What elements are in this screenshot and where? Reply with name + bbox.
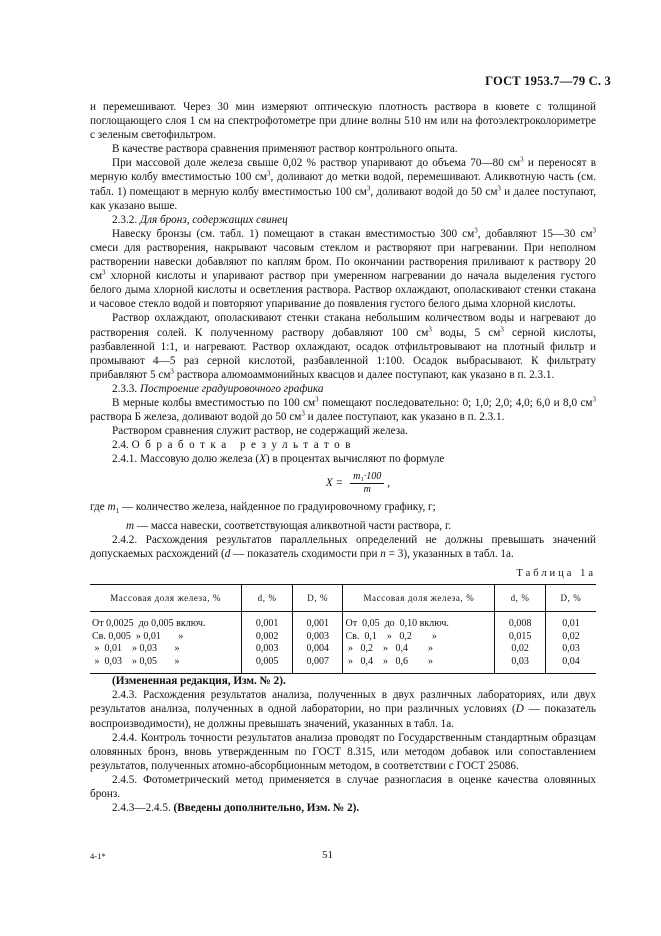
table-cell: 0,007 (292, 656, 343, 674)
table-cell: 0,008 (495, 612, 546, 631)
section-heading: 2.3.2. Для бронз, содержащих свинец (112, 213, 288, 226)
section-heading: 2.4. Обработка результатов (112, 439, 357, 452)
table-cell: 0,005 (242, 656, 293, 674)
paragraph: 2.4.3. Расхождения результатов анализа, полученных в двух различных лабораториях, или двух результатов анализа, полученных в одной лаборатории, но при различных условиях (D — показатель воспроизводимости), не должны превышать значений, указанных в табл. 1а. (90, 689, 597, 730)
table-cell: 0,01 (545, 612, 596, 631)
formula-fraction (350, 471, 384, 496)
table-cell: 0,003 (242, 643, 293, 656)
paragraph: 2.4.4. Контроль точности результатов анализа проводят по Государственным стандартным образцам оловянных бронз, вновь утвержденным по ГОСТ 8.315, или методом добавок или сопоставлением результатов, полученных атомно-абсорбционным методом, в соответствии с ГОСТ 25086. (90, 731, 596, 772)
paragraph: 2.4.2. Расхождения результатов параллельных определений не должны превышать значений допускаемых расхождений (d — показатель сходимости при n = 3), указанных в табл. 1а. (90, 533, 596, 560)
table-header-row (90, 585, 596, 612)
table-cell: От 0,05 до 0,10 включ. (343, 612, 495, 631)
table-cell: Св. 0,1 » 0,2 » (343, 631, 495, 644)
table-cell: 0,02 (545, 631, 596, 644)
table-cell: Св. 0,005 » 0,01 » (92, 630, 184, 642)
paragraph: В мерные колбы вместимостью по 100 $см^3$ помещают последовательно: 0; 1,0; 2,0; 4,0; 6,0 и 8,0 $см^3$ раствора Б железа, доливают водой до 50 $см^3$ и далее поступают, как указано в п. 2.3.1. (90, 395, 597, 424)
table-row (90, 643, 596, 656)
table-cell: 0,001 (292, 612, 343, 631)
table-cell: 0,004 (292, 643, 343, 656)
table-cell: От 0,0025 до 0,005 включ. (92, 618, 206, 630)
tolerance-table (90, 584, 596, 674)
amendment-note: (Измененная редакция, Изм. № 2). (112, 675, 286, 688)
table-cell: 0,04 (545, 656, 596, 674)
page-number: 51 (322, 849, 333, 861)
table-cell: 0,03 (545, 643, 596, 656)
amendment-note: 2.4.3—2.4.5. (Введены дополнительно, Изм. № 2). (112, 802, 360, 815)
paragraph: Навеску бронзы (см. табл. 1) помещают в стакан вместимостью 300 $см^3$, добавляют 15—30 $см^3$ смеси для растворения, накрывают часовым стеклом и растворяют при нагревании. При неполном растворении навески добавляют по каплям бром. По окончании растворения приливают к раствору 20 $см^3$ хлорной кислоты и упаривают раствор при умеренном нагревании до начала выделения густого белого дыма хлорной кислоты и осветления раствора. Раствор охлаждают, ополаскивают стенки стакана и часовое стекло водой и повторяют упаривание до появления густого белого дыма хлорной кислоты. (90, 226, 596, 311)
formula-legend: m — масса навески, соответствующая аликвотной части раствора, г. (126, 519, 452, 532)
table-cell: 0,015 (495, 631, 546, 644)
table-cell: 0,001 (242, 612, 293, 631)
table-cell: » 0,03 » 0,05 » (92, 655, 180, 667)
paragraph: 2.4.5. Фотометрический метод применяется в случае разногласия в оценке качества оловянных бронз. (90, 773, 596, 800)
table-cell: 0,03 (495, 656, 546, 674)
table-cell: » 0,01 » 0,03 » (92, 643, 180, 655)
table-header: d, % (242, 585, 293, 612)
table-header: Массовая доля железа, % (343, 585, 495, 612)
table-header: d, % (495, 585, 546, 612)
table-cell: 0,002 (242, 631, 293, 644)
paragraph: и перемешивают. Через 30 мин измеряют оптическую плотность раствора в кювете с толщиной поглощающего слоя 1 см на спектрофотометре при длине волны 510 нм или на фотоэлектроколориметре с зеленым светофильтром. (90, 101, 596, 142)
body-text (90, 100, 596, 815)
section-heading: 2.3.3. Построение градуировочного графика (112, 382, 324, 395)
paragraph: При массовой доле железа свыше 0,02 % раствор упаривают до объема 70—80 $см^3$ и переносят в мерную колбу вместимостью 100 $см^3$, доливают до метки водой, перемешивают. Аликвотную часть (см. табл. 1) помещают в мерную колбу вместимостью 100 $см^3$, доливают водой до 50 $см^3$ и далее поступают, как указано выше. (90, 155, 597, 212)
page-header: ГОСТ 1953.7—79 С. 3 (485, 74, 611, 88)
table-cell: 0,02 (495, 643, 546, 656)
formula: X = $\frac{\text{m₁·100}}{m}$ , (325, 470, 391, 495)
footer-mark: 4-1* (90, 851, 106, 861)
table-cell: » 0,2 » 0,4 » (343, 643, 495, 656)
table-row (90, 656, 596, 674)
formula-legend: где $m_1$ — количество железа, найденное по градуировочному графику, г; (90, 501, 436, 516)
table-header: Массовая доля железа, % (90, 585, 242, 612)
paragraph: Раствором сравнения служит раствор, не содержащий железа. (112, 425, 408, 438)
table-row (90, 631, 596, 644)
table-caption: Таблица 1а (516, 568, 596, 580)
table-header: D, % (545, 585, 596, 612)
formula-lhs: X = (325, 477, 344, 490)
table-header: D, % (292, 585, 343, 612)
formula-denominator: m (363, 483, 371, 495)
table-cell: 0,003 (292, 631, 343, 644)
table-cell: » 0,4 » 0,6 » (343, 656, 495, 674)
formula-numerator: m₁·100 (350, 471, 384, 484)
table-row (90, 612, 596, 631)
paragraph: 2.4.1. Массовую долю железа (X) в процентах вычисляют по формуле (112, 453, 445, 466)
paragraph: Раствор охлаждают, ополаскивают стенки стакана небольшим количеством воды и нагревают до растворения солей. К полученному раствору добавляют 100 $см^3$ воды, 5 $см^3$ серной кислоты, разбавленной 1:1, и нагревают. Раствор охлаждают, осадок отфильтровывают на плотный фильтр и промывают 4—5 раз серной кислотой, разбавленной 1:100. Осадок выбрасывают. К фильтрату прибавляют 5 $см^3$ раствора алюмоаммонийных квасцов и далее поступают, как указано в п. 2.3.1. (90, 312, 596, 381)
paragraph: В качестве раствора сравнения применяют раствор контрольного опыта. (112, 143, 458, 156)
